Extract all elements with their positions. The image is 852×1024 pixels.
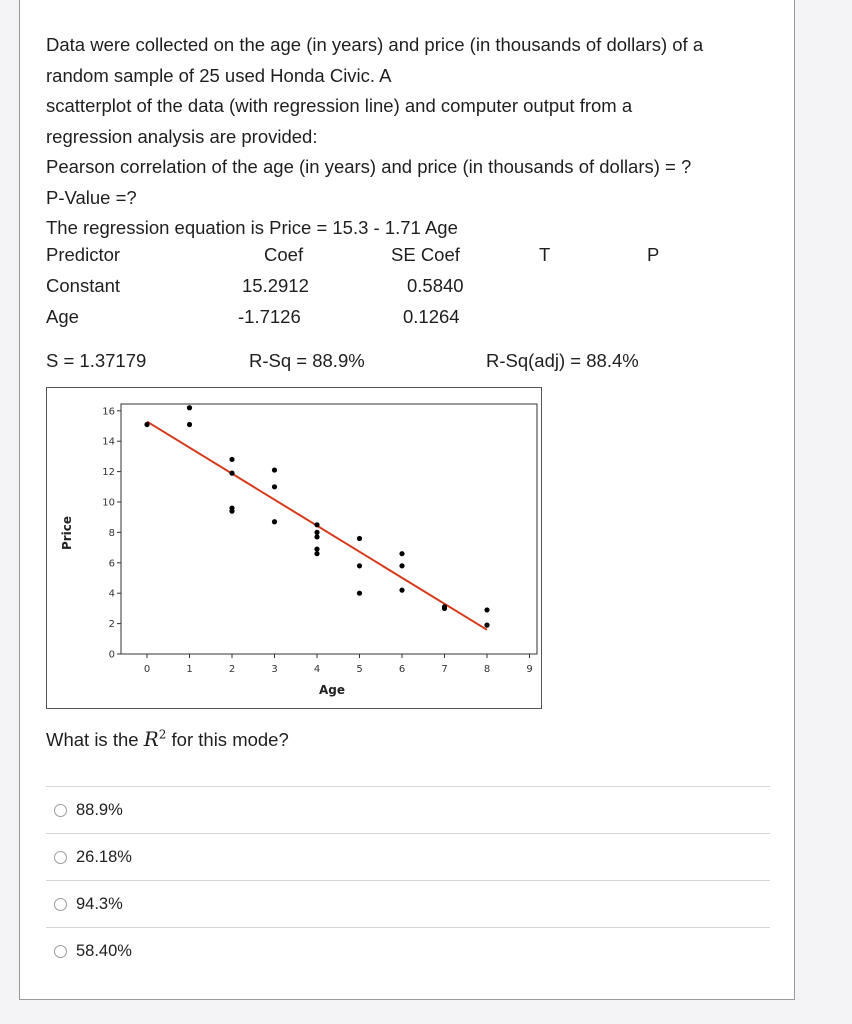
data-point bbox=[272, 519, 277, 524]
x-tick-label: 7 bbox=[441, 664, 448, 675]
y-tick-label: 12 bbox=[102, 467, 115, 479]
data-point bbox=[314, 522, 319, 527]
intro-line: random sample of 25 used Honda Civic. A bbox=[46, 64, 392, 86]
radio-button[interactable] bbox=[54, 945, 67, 958]
plot-frame bbox=[121, 404, 537, 654]
question-prompt bbox=[46, 727, 289, 751]
data-point bbox=[399, 588, 404, 593]
option-label: 26.18% bbox=[76, 847, 132, 866]
radio-button[interactable] bbox=[54, 898, 67, 911]
option-label: 58.40% bbox=[76, 941, 132, 960]
header-se-coef: SE Coef bbox=[391, 244, 460, 265]
data-point bbox=[399, 551, 404, 556]
intro-line: Data were collected on the age (in years) and price (in thousands of dollars) of a bbox=[46, 34, 704, 55]
y-tick-label: 16 bbox=[102, 406, 115, 418]
x-tick-label: 6 bbox=[398, 664, 406, 675]
r-squared-symbol bbox=[144, 727, 167, 751]
data-point bbox=[357, 536, 362, 541]
x-tick-label: 1 bbox=[186, 664, 193, 675]
question-intro bbox=[46, 30, 786, 244]
summary-rsq: R-Sq = 88.9% bbox=[249, 350, 365, 371]
data-point bbox=[229, 457, 234, 462]
row-constant-label: Constant bbox=[46, 275, 121, 296]
radio-button[interactable] bbox=[54, 851, 67, 864]
answer-option[interactable] bbox=[46, 786, 770, 833]
y-axis-label: Price bbox=[60, 515, 74, 551]
r-exponent: 2 bbox=[158, 727, 167, 742]
data-point bbox=[399, 563, 404, 568]
intro-line: scatterplot of the data (with regression line) and computer output from a bbox=[46, 95, 633, 116]
data-point bbox=[272, 467, 277, 472]
data-point bbox=[314, 534, 319, 539]
radio-button[interactable] bbox=[54, 804, 67, 817]
y-tick-label: 10 bbox=[102, 497, 115, 509]
header-predictor: Predictor bbox=[46, 244, 121, 265]
data-point bbox=[357, 563, 362, 568]
header-p: P bbox=[647, 244, 660, 265]
row-constant-coef: 15.2912 bbox=[242, 275, 309, 296]
y-tick-label: 0 bbox=[108, 649, 115, 661]
scatterplot bbox=[46, 387, 542, 709]
data-point bbox=[229, 509, 234, 514]
x-tick-label: 5 bbox=[356, 664, 363, 675]
scatterplot-svg bbox=[47, 388, 541, 708]
answer-options bbox=[46, 786, 770, 974]
header-coef: Coef bbox=[264, 244, 304, 265]
answer-option[interactable] bbox=[46, 880, 770, 927]
x-tick-label: 2 bbox=[228, 664, 236, 675]
intro-line: P-Value =? bbox=[46, 186, 137, 208]
x-tick-label: 4 bbox=[313, 664, 321, 675]
intro-line: Pearson correlation of the age (in years) and price (in thousands of dollars) = ? bbox=[46, 156, 692, 177]
data-point bbox=[442, 606, 447, 611]
row-age-label: Age bbox=[46, 306, 79, 327]
intro-line: regression analysis are provided: bbox=[46, 125, 318, 147]
data-point bbox=[484, 623, 489, 628]
data-point bbox=[144, 422, 149, 427]
data-point bbox=[272, 484, 277, 489]
question-card bbox=[19, 0, 795, 1000]
y-tick-label: 8 bbox=[108, 527, 115, 539]
x-tick-label: 8 bbox=[483, 664, 491, 675]
answer-option[interactable] bbox=[46, 833, 770, 880]
summary-rsq-adj: R-Sq(adj) = 88.4% bbox=[486, 350, 639, 371]
y-tick-label: 2 bbox=[108, 619, 115, 631]
y-tick-label: 4 bbox=[108, 588, 115, 600]
data-point bbox=[357, 591, 362, 596]
y-tick-label: 14 bbox=[102, 436, 115, 448]
data-point bbox=[187, 422, 192, 427]
regression-equation: The regression equation is Price = 15.3 - 1.71 Age bbox=[46, 217, 458, 238]
summary-s: S = 1.37179 bbox=[46, 350, 147, 371]
data-point bbox=[314, 547, 319, 552]
data-point bbox=[314, 551, 319, 556]
data-point bbox=[314, 530, 319, 535]
row-age-coef: -1.7126 bbox=[238, 306, 301, 327]
x-tick-label: 3 bbox=[271, 664, 278, 675]
data-point bbox=[229, 471, 234, 476]
r-symbol: R bbox=[143, 727, 159, 751]
x-tick-label: 9 bbox=[526, 664, 533, 675]
x-tick-label: 0 bbox=[143, 664, 151, 675]
option-label: 94.3% bbox=[76, 894, 123, 913]
question-suffix: for this mode? bbox=[171, 729, 289, 750]
regression-table bbox=[46, 244, 786, 384]
row-constant-se: 0.5840 bbox=[407, 275, 464, 296]
data-point bbox=[187, 405, 192, 410]
y-tick-label: 6 bbox=[108, 558, 115, 570]
option-label: 88.9% bbox=[76, 800, 123, 819]
data-point bbox=[484, 607, 489, 612]
x-axis-label: Age bbox=[318, 683, 346, 697]
question-prefix: What is the bbox=[46, 729, 139, 750]
answer-option[interactable] bbox=[46, 927, 770, 974]
row-age-se: 0.1264 bbox=[403, 306, 460, 327]
header-t: T bbox=[539, 244, 551, 265]
